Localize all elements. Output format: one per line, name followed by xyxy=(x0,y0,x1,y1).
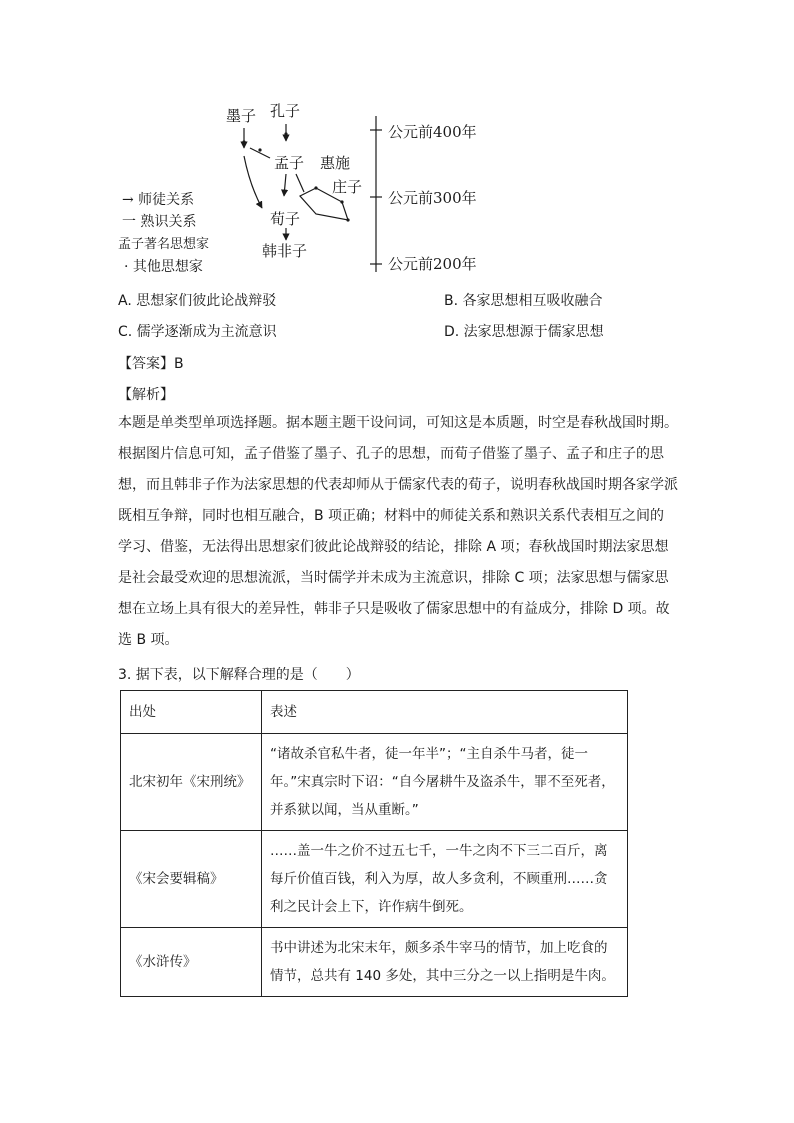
legend-mentor: → 师徒关系 xyxy=(122,192,195,208)
question-3-stem: 3. 据下表，以下解释合理的是（ ） xyxy=(118,667,360,683)
arrow-mozi-xunzi xyxy=(244,156,262,208)
cell-source: 《宋会要辑稿》 xyxy=(121,831,262,928)
answer-label: 【答案】B xyxy=(118,356,184,372)
timeline-label-300: 公元前300年 xyxy=(388,189,477,207)
legend-other: · 其他思想家 xyxy=(124,259,203,275)
node-zhuangzi: 庄子 xyxy=(332,178,363,196)
source-table xyxy=(120,690,628,997)
option-b[interactable]: B. 各家思想相互吸收融合 xyxy=(444,293,603,309)
header-source: 出处 xyxy=(121,691,262,734)
node-hanfeizi: 韩非子 xyxy=(262,242,308,260)
table-row xyxy=(121,831,628,928)
cell-statement: 书中讲述为北宋末年，颇多杀牛宰马的情节，加上吃食的情节，总共有 140 多处，其中三分之一以上指明是牛肉。 xyxy=(262,928,628,997)
table-header-row xyxy=(121,691,628,734)
cell-source: 《水浒传》 xyxy=(121,928,262,997)
node-xunzi: 荀子 xyxy=(270,210,301,228)
node-kongzi: 孔子 xyxy=(270,102,301,120)
timeline-label-400: 公元前400年 xyxy=(388,123,477,141)
option-a[interactable]: A. 思想家们彼此论战辩驳 xyxy=(118,293,277,309)
link-mengzi xyxy=(296,174,304,192)
arrow-mengzi-xunzi xyxy=(284,174,286,196)
thinkers-relationship-diagram xyxy=(110,96,510,286)
node-mengzi: 孟子 xyxy=(274,154,305,172)
header-statement: 表述 xyxy=(262,691,628,734)
analysis-heading: 【解析】 xyxy=(118,387,174,403)
cell-source: 北宋初年《宋刑统》 xyxy=(121,734,262,831)
option-d[interactable]: D. 法家思想源于儒家思想 xyxy=(444,324,604,340)
node-mozi: 墨子 xyxy=(226,107,257,125)
timeline-label-200: 公元前200年 xyxy=(388,255,477,273)
table-row xyxy=(121,928,628,997)
cell-statement: “诸故杀官私牛者，徒一年半”；“主自杀牛马者，徒一年。”宋真宗时下诏：“自今屠耕牛及盗杀牛，罪不至死者，并系狱以闻，当从重断。” xyxy=(262,734,628,831)
node-huishi: 惠施 xyxy=(320,154,351,172)
cell-statement: ……盖一牛之价不过五七千，一牛之肉不下三二百斤，离每斤价值百钱，利入为厚，故人多贪利，不顾重刑……贪利之民计会上下，许作病牛倒死。 xyxy=(262,831,628,928)
legend-famous: 孟子著名思想家 xyxy=(118,237,210,252)
analysis-paragraph: 本题是单类型单项选择题。据本题主题干设问词，可知这是本质题，时空是春秋战国时期。根据图片信息可知，孟子借鉴了墨子、孔子的思想，而荀子借鉴了墨子、孟子和庄子的思想，而且韩非子作为法家思想的代表却师从于儒家代表的荀子，说明春秋战国时期各家学派既相互争辩，同时也相互融合，B 项正确；材料中的师徒关系和熟识关系代表相互之间的学习、借鉴，无法得出思想家们彼此论战辩驳的结论，排除 A 项；春秋战国时期法家思想是社会最受欢迎的思想流派，当时儒学并未成为主流意识，排除 C 项；法家思想与儒家思想在立场上具有很大的差异性，韩非子只是吸收了儒家思想中的有益成分，排除 D 项。故选 B 项。 xyxy=(118,415,678,648)
option-c[interactable]: C. 儒学逐渐成为主流意识 xyxy=(118,324,277,340)
table-row xyxy=(121,734,628,831)
legend-acquaint: 一 熟识关系 xyxy=(122,214,197,230)
